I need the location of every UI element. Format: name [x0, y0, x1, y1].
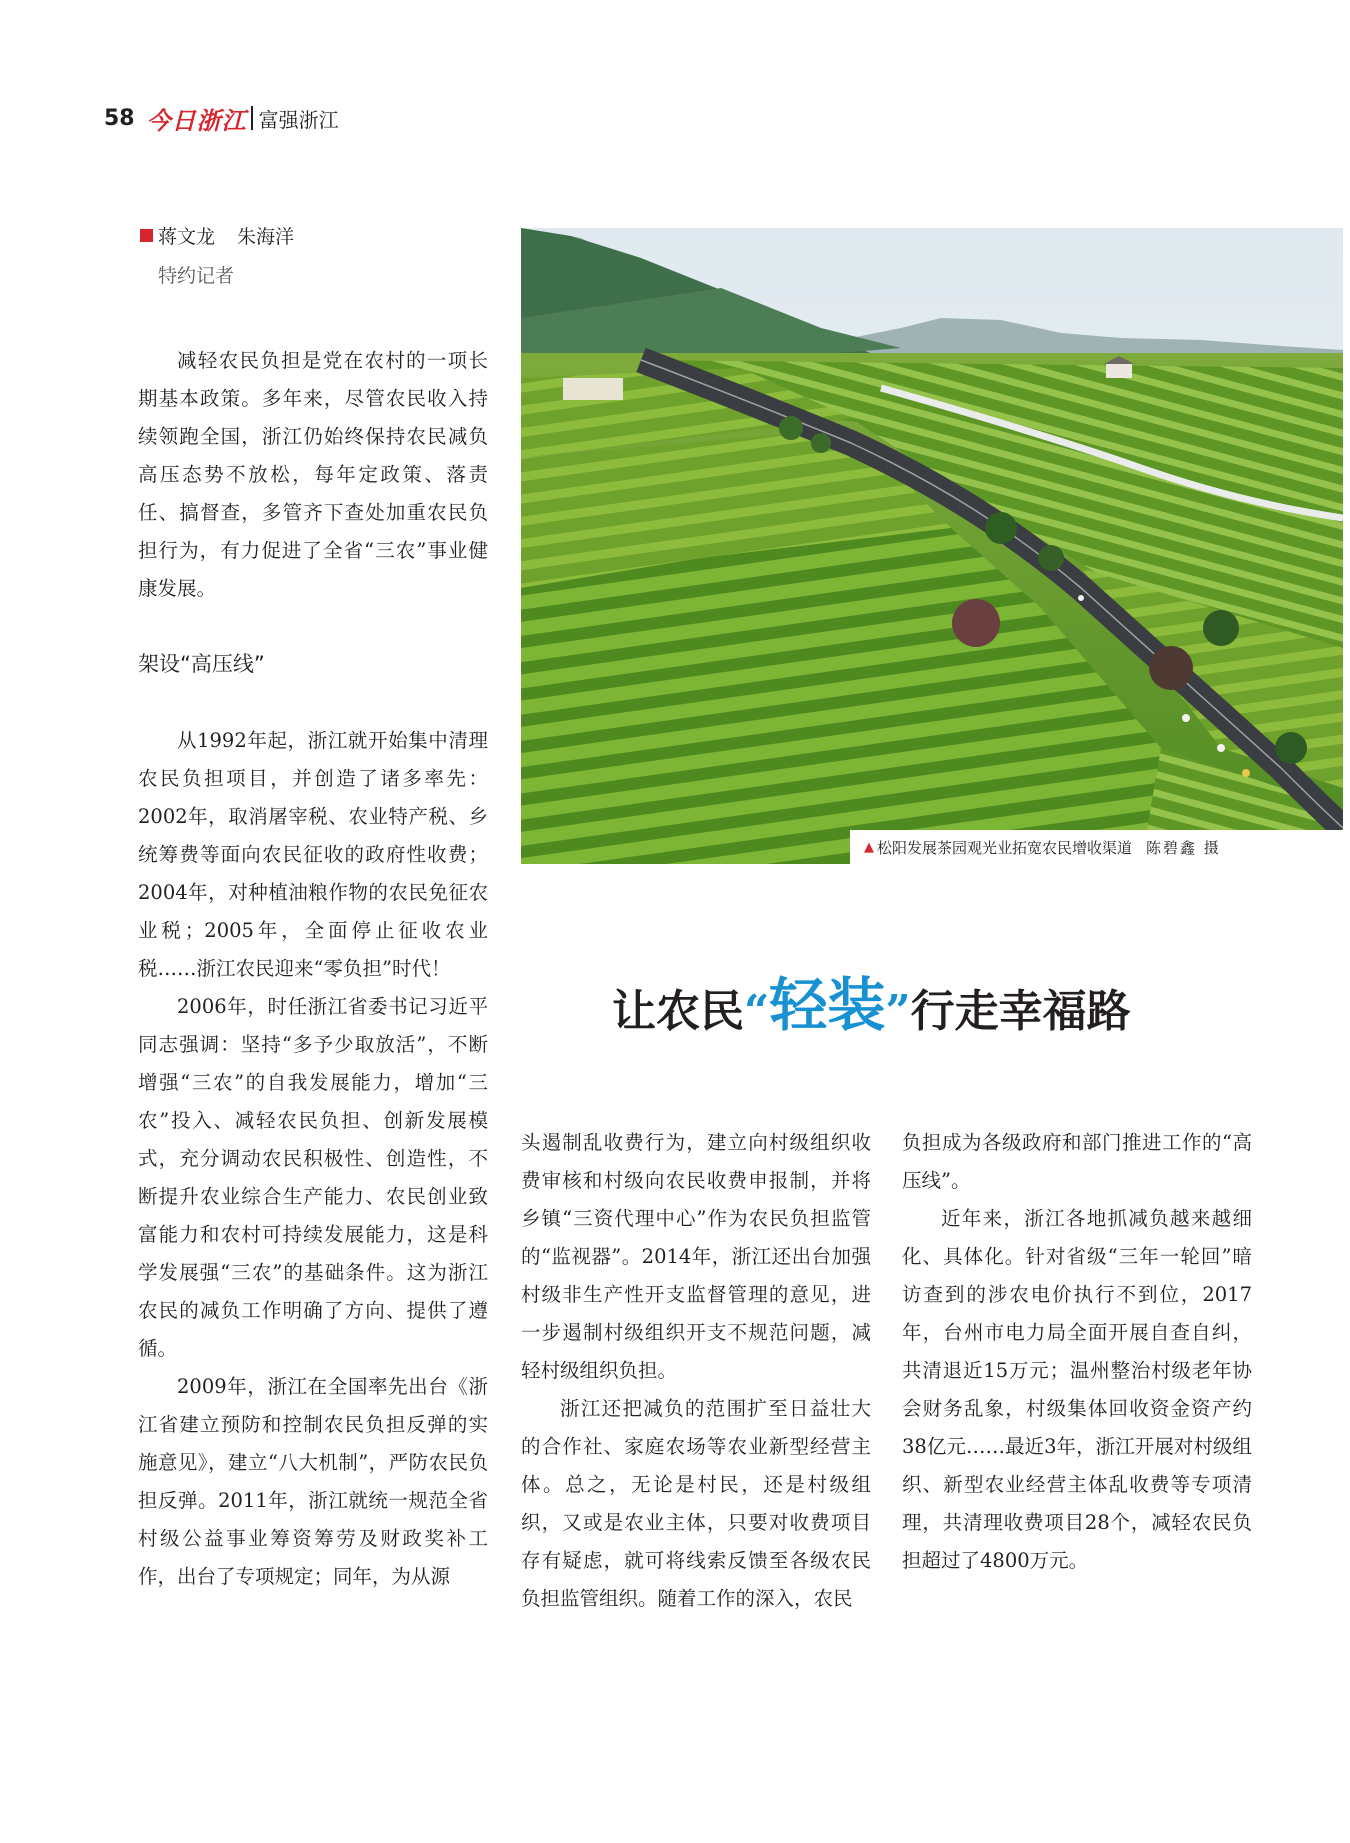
caption-text: 松阳发展茶园观光业拓宽农民增收渠道	[877, 838, 1133, 857]
section-subheading: 架设“高压线”	[138, 652, 265, 676]
title-prefix: 让农民	[612, 986, 744, 1037]
tea-plantation-illustration	[521, 228, 1343, 864]
author-role: 特约记者	[158, 265, 235, 287]
tea-plantation-photo	[521, 228, 1343, 864]
photo-caption	[850, 830, 1343, 864]
page-header	[104, 100, 339, 136]
column-2	[521, 1124, 871, 1618]
photo-credit: 陈碧鑫 摄	[1146, 838, 1221, 857]
title-suffix: 行走幸福路	[910, 986, 1131, 1037]
body-paragraph: 2006年，时任浙江省委书记习近平同志强调：坚持“多予少取放活”，不断增强“三农”的自我发展能力，增加“三农”投入、减轻农民负担、创新发展模式，充分调动农民积极性、创造性，不断提升农业综合生产能力、农民创业致富能力和农村可持续发展能力，这是科学发展强“三农”的基础条件。这为浙江农民的减负工作明确了方向、提供了遵循。	[138, 995, 488, 1360]
page-number: 58	[104, 105, 135, 131]
section-name: 富强浙江	[258, 107, 339, 132]
magazine-logo: 今日浙江	[146, 105, 247, 135]
column-3	[902, 1124, 1252, 1580]
body-paragraph: 头遏制乱收费行为，建立向村级组织收费审核和村级向农民收费申报制，并将乡镇“三资代理中心”作为农民负担监管的“监视器”。2014年，浙江还出台加强村级非生产性开支监督管理的意见，进一步遏制村级组织开支不规范问题，减轻村级组织负担。	[521, 1131, 871, 1382]
body-paragraph: 负担成为各级政府和部门推进工作的“高压线”。	[902, 1131, 1252, 1192]
red-square-icon	[140, 229, 153, 242]
author-name: 蒋文龙	[158, 226, 216, 248]
column-1	[138, 722, 488, 1596]
author-name: 朱海洋	[237, 226, 295, 248]
intro-paragraph: 减轻农民负担是党在农村的一项长期基本政策。多年来，尽管农民收入持续领跑全国，浙江仍始终保持农民减负高压态势不放松，每年定政策、落责任、搞督查，多管齐下查处加重农民负担行为，有力促进了全省“三农”事业健康发展。	[138, 349, 488, 600]
byline-authors	[140, 222, 294, 249]
body-paragraph: 浙江还把减负的范围扩至日益壮大的合作社、家庭农场等农业新型经营主体。总之，无论是村民，还是村级组织，又或是农业主体，只要对收费项目存有疑虑，就可将线索反馈至各级农民负担监管组织。随着工作的深入，农民	[521, 1397, 871, 1610]
title-emphasis: 轻装	[769, 971, 886, 1039]
intro-paragraph-block	[138, 342, 488, 608]
body-paragraph: 从1992年起，浙江就开始集中清理农民负担项目，并创造了诸多率先：2002年，取消屠宰税、农业特产税、乡统筹费等面向农民征收的政府性收费；2004年，对种植油粮作物的农民免征农业税；2005年，全面停止征收农业税……浙江农民迎来“零负担”时代！	[138, 729, 488, 980]
article-title	[612, 968, 1131, 1038]
body-paragraph: 2009年，浙江在全国率先出台《浙江省建立预防和控制农民负担反弹的实施意见》，建立“八大机制”，严防农民负担反弹。2011年，浙江就统一规范全省村级公益事业筹资筹劳及财政奖补工作，出台了专项规定；同年，为从源	[138, 1375, 488, 1588]
byline	[140, 222, 294, 288]
body-paragraph: 近年来，浙江各地抓减负越来越细化、具体化。针对省级“三年一轮回”暗访查到的涉农电价执行不到位，2017年，台州市电力局全面开展自查自纠，共清退近15万元；温州整治村级老年协会财务乱象，村级集体回收资金资产约38亿元……最近3年，浙江开展对村级组织、新型农业经营主体乱收费等专项清理，共清理收费项目28个，减轻农民负担超过了4800万元。	[902, 1207, 1252, 1572]
title-open-quote: “	[744, 986, 770, 1037]
triangle-marker-icon: ▲	[864, 839, 874, 855]
header-divider	[251, 106, 253, 130]
title-close-quote: ”	[885, 986, 911, 1037]
